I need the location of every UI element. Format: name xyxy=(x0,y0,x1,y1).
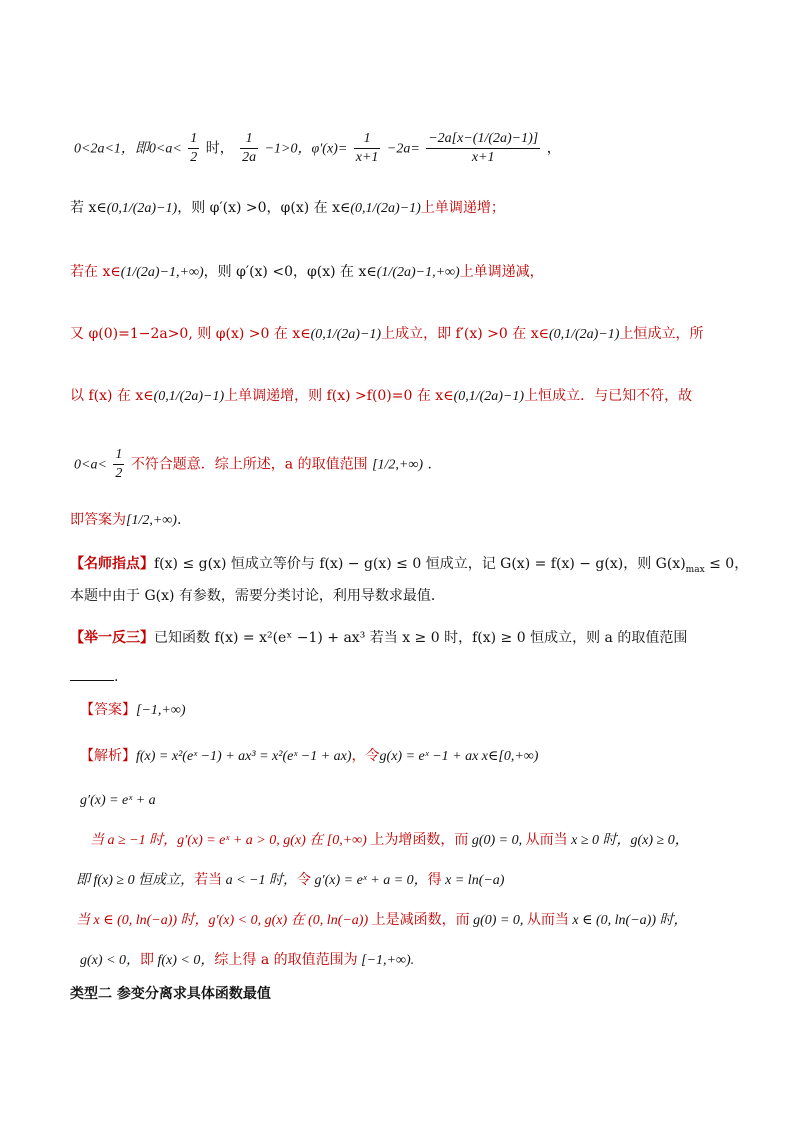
numerator: 1 xyxy=(240,130,258,149)
text: 时， xyxy=(205,140,234,157)
subscript: max xyxy=(685,564,705,575)
text: 若 x∈ xyxy=(70,200,107,216)
fraction-derivative xyxy=(426,130,540,167)
text: 从而当 xyxy=(525,832,568,848)
text: 上是减函数，而 xyxy=(371,912,470,928)
section-title: 类型二 参变分离求具体函数最值 xyxy=(70,986,271,1002)
math: x ∈ (0, ln(−a)) 时， xyxy=(568,913,688,928)
interval: (0,1/(2a)−1) xyxy=(106,201,178,216)
solution-line-6 xyxy=(74,446,794,483)
denominator: 2a xyxy=(242,150,257,165)
fraction-1-over-2a xyxy=(240,130,258,167)
text: 上单调递增，则 f(x) >f(0)=0 在 x∈ xyxy=(224,388,454,404)
fraction-half xyxy=(188,130,199,167)
section-heading xyxy=(70,984,794,1004)
math: f(x) = x²(eˣ −1) + ax³ = x²(eˣ −1 + ax) xyxy=(136,749,352,764)
math: a < −1 时， xyxy=(222,873,298,888)
text: 上单调递增； xyxy=(420,200,505,216)
text: . xyxy=(176,512,182,528)
solution-line-1 xyxy=(74,130,794,167)
analysis-line-6 xyxy=(80,950,794,971)
text: . xyxy=(114,669,119,685)
interval: (0,1/(2a)−1) xyxy=(548,327,620,342)
text: 即 xyxy=(140,952,154,968)
text: ≤ 0， xyxy=(704,556,749,572)
solution-line-4 xyxy=(70,324,794,345)
text: 以 f(x) 在 x∈ xyxy=(70,388,154,404)
answer-blank xyxy=(70,666,114,681)
numerator: 1 xyxy=(113,446,124,465)
text: 已知函数 f(x) = x²(eˣ −1) + ax³ 若当 x ≥ 0 时，f(x) ≥ 0 恒成立，则 a 的取值范围 xyxy=(154,630,688,646)
math: x ≥ 0 时，g(x) ≥ 0， xyxy=(567,833,689,848)
math: 当 x ∈ (0, ln(−a)) 时，g′(x) < 0, g(x) 在 (0, ln(−a)) xyxy=(76,913,372,928)
math: g′(x) = eˣ + a = 0， xyxy=(311,873,428,888)
math: 当 a ≥ −1 时，g′(x) = eˣ + a > 0, g(x) 在 [0,+∞) xyxy=(90,833,371,848)
denominator: 2 xyxy=(190,150,198,165)
analysis-line-2 xyxy=(80,790,794,811)
interval: (0,1/(2a)−1) xyxy=(310,327,382,342)
text: . xyxy=(427,456,432,473)
answer-value: [−1,+∞) xyxy=(136,703,186,718)
fraction-half xyxy=(113,446,124,483)
interval: (0,1/(2a)−1) xyxy=(453,389,525,404)
text: 上单调递减， xyxy=(459,264,544,280)
exercise-label: 【举一反三】 xyxy=(70,630,154,646)
tip-line-2 xyxy=(70,586,794,606)
text: 即答案为 xyxy=(70,512,126,528)
text: 上成立，即 f′(x) >0 在 x∈ xyxy=(381,326,549,342)
math: [−1,+∞). xyxy=(357,953,415,968)
text: 0<a< xyxy=(74,457,107,473)
interval: [1/2,+∞) xyxy=(372,457,423,473)
text: 从而当 xyxy=(526,912,569,928)
interval: (0,1/(2a)−1) xyxy=(350,201,421,216)
interval: (1/(2a)−1,+∞) xyxy=(120,265,204,280)
math: g(x) = eˣ −1 + ax x∈[0,+∞) xyxy=(379,749,539,764)
text: −1>0，φ′(x)= xyxy=(264,141,348,157)
interval: (1/(2a)−1,+∞) xyxy=(376,265,460,280)
text: ，则 φ′(x) <0，φ(x) 在 x∈ xyxy=(203,264,377,280)
text: 又 φ(0)=1−2a>0, 则 φ(x) >0 在 x∈ xyxy=(70,326,311,342)
text: 上恒成立．与已知不符，故 xyxy=(524,388,693,404)
math: g′(x) = eˣ + a xyxy=(80,793,156,808)
analysis-line-1 xyxy=(80,746,794,767)
numerator: 1 xyxy=(188,130,199,149)
text: 令 xyxy=(297,872,312,888)
answer-label: 【答案】 xyxy=(80,702,136,718)
text: −2a= xyxy=(386,141,420,157)
answer-blank-line xyxy=(70,666,794,687)
interval: (0,1/(2a)−1) xyxy=(153,389,225,404)
tip-line xyxy=(70,554,794,580)
math: x = ln(−a) xyxy=(441,873,505,888)
text: f(x) ≤ g(x) 恒成立等价与 f(x) − g(x) ≤ 0 恒成立，记 G(x) = f(x) − g(x)，则 G(x) xyxy=(154,556,686,572)
solution-line-3 xyxy=(70,262,794,283)
text: ， xyxy=(546,140,561,157)
text: ，令 xyxy=(351,748,380,764)
interval: [1/2,+∞) xyxy=(126,513,177,528)
analysis-label: 【解析】 xyxy=(80,748,136,764)
solution-line-5 xyxy=(70,386,794,407)
text: 上为增函数，而 xyxy=(370,832,469,848)
math: g(0) = 0, xyxy=(469,913,527,928)
text: 不符合题意．综上所述，a 的取值范围 xyxy=(130,456,368,473)
math: 即 f(x) ≥ 0 恒成立， xyxy=(76,873,195,888)
math: g(x) < 0， xyxy=(80,953,140,968)
text: 若在 x∈ xyxy=(70,264,121,280)
text: 0<2a<1，即0<a< xyxy=(74,141,182,157)
solution-line-7 xyxy=(70,510,794,531)
denominator: x+1 xyxy=(355,150,379,165)
fraction-1-over-x-plus-1 xyxy=(354,130,381,167)
analysis-line-5 xyxy=(76,910,794,931)
text: 若当 xyxy=(194,872,223,888)
numerator: 1 xyxy=(354,130,381,149)
text: 上恒成立，所 xyxy=(619,326,704,342)
answer-line xyxy=(80,700,794,721)
analysis-line-4 xyxy=(76,870,794,891)
exercise-line xyxy=(70,628,794,648)
math: g(0) = 0, xyxy=(468,833,526,848)
denominator: 2 xyxy=(115,466,123,481)
denominator: x+1 xyxy=(471,150,495,165)
math: f(x) < 0， xyxy=(154,953,215,968)
tip-label: 【名师指点】 xyxy=(70,556,154,572)
analysis-line-3 xyxy=(90,830,794,851)
text: ，则 φ′(x) >0，φ(x) 在 x∈ xyxy=(177,200,351,216)
text: 得 xyxy=(427,872,442,888)
text: 综上得 a 的取值范围为 xyxy=(214,952,358,968)
text: 本题中由于 G(x) 有参数，需要分类讨论，利用导数求最值． xyxy=(70,588,445,604)
numerator: −2a[x−(1/(2a)−1)] xyxy=(426,130,540,149)
solution-line-2 xyxy=(70,198,794,219)
